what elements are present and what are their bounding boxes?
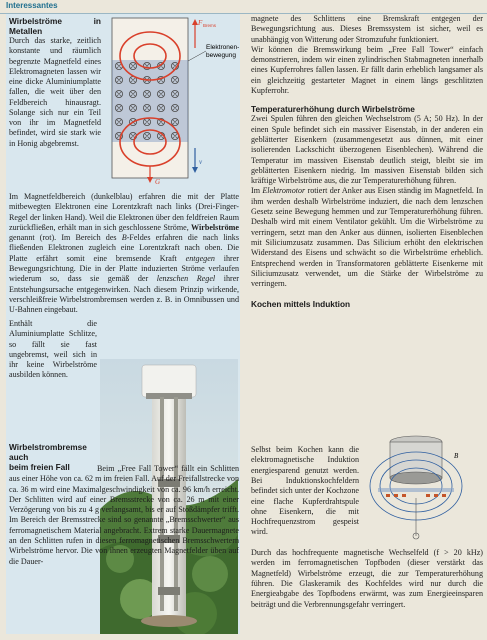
section1-intro: [9, 16, 101, 149]
right-top-para1: magnete des Schlittens eine Bremskraft entgegen der Bewegungsrichtung aus. Dieses Bremssystem ist sicher, weil es unabhängig von Witterung oder Stromzufuhr funktioniert.: [251, 14, 483, 44]
section3-heading: Temperaturerhöhung durch Wirbelströme: [251, 104, 415, 115]
section4-para2: Durch das hochfrequente magnetische Wechselfeld (f > 20 kHz) werden im ferromagnetischen Topfboden (dieser verstärkt das Magnetfeld) Wirbelströme erzeugt, die zur Temperaturerhöhung führen. Die Glaskeramik des Kochfeldes wird nur durch die Energieabgabe des Topfbodens erwärmt, was zum Energieeinsparen beiträgt und die Verbrennungsgefahr verringert.: [251, 548, 483, 609]
left-column: [6, 14, 240, 634]
right-column: [251, 14, 483, 309]
section1-explanation: Im Magnetfeldbereich (dunkelblau) erfahren die mit der Platte mitbewegten Elektronen eine Lorentzkraft nach links (Drei-Finger-Regel der linken Hand). Weil die Elektronen über den feldfreien Raum zurückfließen, erhält man in sich geschlossene Ströme, Wirbelströme genannt (rot). Im Bereich des B-Feldes erfahren die nach links fließenden Elektronen zugleich eine Lorentzkraft nach oben. Die Platte erfährt somit eine bremsende Kraft entgegen ihrer Bewegungsrichtung. Die in der Platte induzierten Ströme verlaufen wiederum so, dass sie gemäß der lenzschen Regel ihrer Entstehungsursache entgegenwirken. Nach diesem Prinzip wirkende, verschleißfreie Wirbelstrombremsen werden z. B. in Omnibussen und U-Bahnen eingebaut.: [9, 192, 239, 315]
section3-para2: Im Elektromotor rotiert der Anker aus Eisen ständig im Magnetfeld. In ihm werden deshalb Wirbelströme induziert, die nach dem lenzschen Gesetz seine Bewegung hemmen und zur Temperaturerhöhung führen. Deshalb wird mit einem Ventilator gekühlt. Um die Wirbelströme zu verringern, setzt man den Anker aus dünnen, isolierten Eisenblechen mit Siliciumzusatz zusammen. Das Silicium erhöht den elektrischen Widerstand des Eisens und schwächt so die Wirbelströme erheblich. Entsprechend werden in Transformatoren geblätterte Eisenkerne mit Siliciumzusatz verwendet, um die Stärke der Wirbelströme zu verringern.: [251, 186, 483, 289]
label-brake-force: F: [198, 19, 203, 27]
section2-para: Beim „Free Fall Tower“ fällt ein Schlitten aus einer Höhe von ca. 62 m im freien Fall. Auf der Freifallstrecke von ca. 36 m wird eine Maximalgeschwindigkeit von ca. 96 km/h erreicht. Der Schlitten wird auf einer Bremsstrecke von ca. 26 m mit einer Verzögerung von bis zu 4 g verlangsamt, bis er auf Stoßdämpfer trifft. Im Bereich der Bremsstrecke sind so genannte „Bremsschwerter“ aus ferromagnetischem Material angebracht. Extrem starke Dauermagnete an den Schlitten rufen in diesen ferromagnetischen Bremsschwertern Wirbelströme hervor. Die von ihnen erzeugten Magnetfelder üben auf die Dauer-: [9, 464, 239, 566]
label-electron-motion-2: bewegung: [206, 52, 236, 59]
section2-heading-line1: Wirbelstrombremse auch: [9, 442, 87, 462]
section1-para-left: Durch das starke, zeitlich konstante und räumlich begrenzte Magnetfeld eines Elektromagneten lassen wir eine dicke Aluminiumplatte fallen, die weit über den Feldbereich hinausragt. Solange sich nur ein Teil von ihr im Magnetfeld befindet, wird sie stark wie in Honig abgebremst.: [9, 36, 101, 148]
label-electron-motion: Elektronen-: [206, 44, 240, 51]
section2-heading-line2: beim freien Fall: [9, 462, 70, 472]
label-brake-force-sub: Brems: [203, 23, 217, 28]
coil-windings: [386, 494, 446, 497]
section4-para1: Selbst beim Kochen kann die elektromagnetische Induktion energiesparend genutzt werden. Bei Induktionskochfeldern befindet sich unter der Kochzone eine flache Kupferdrahtspule ohne Eisenkern, die mit Hochfrequenzstrom gespeist wird.: [251, 445, 359, 537]
section4-heading: Kochen mittels Induktion: [251, 299, 351, 310]
right-top-para2: Wir können die Bremswirkung beim „Free Fall Tower“ einfach demonstrieren, indem wir einen zylindrischen Stabmagneten innerhalb eines Kupferrohres fallen lassen. Er fällt darin erheblich langsamer als ein gleichzeitig gestarteter Magnet in einem längs geschlitzten Kupferrohr.: [251, 44, 483, 96]
section1-slots-para: Enthält die Aluminiumplatte Schlitze, so fällt sie fast ungebremst, weil sich in ihr keine Wirbelströme ausbilden können.: [9, 319, 97, 380]
section1-heading: Wirbelströme in Metallen: [9, 16, 101, 36]
induction-cooktop-figure: [368, 428, 468, 543]
eddy-current-figure: [102, 16, 240, 188]
section3-para1: Zwei Spulen führen den gleichen Wechselstrom (5 A; 50 Hz). In der einen Spule befindet sich ein massiver Eisenstab, in der anderen ein geblätterter Eisenkern (zusammengesetzt aus dünnen, mit einer isolierenden Lackschicht überzogenen Eisenblechen). Während die Temperatur im massiven Eisenstab deutlich steigt, bleibt sie im geblätterten Eisenkern niedrig. Im massiven Eisenstab bilden sich kräftige Wirbelströme aus, die zur Temperaturerhöhung führen.: [251, 114, 483, 186]
label-velocity: v: [199, 158, 203, 166]
top-strip: [0, 0, 487, 14]
label-gravity: G: [155, 178, 161, 186]
section-kicker: Interessantes: [6, 1, 58, 10]
label-b-field: B: [454, 452, 459, 460]
